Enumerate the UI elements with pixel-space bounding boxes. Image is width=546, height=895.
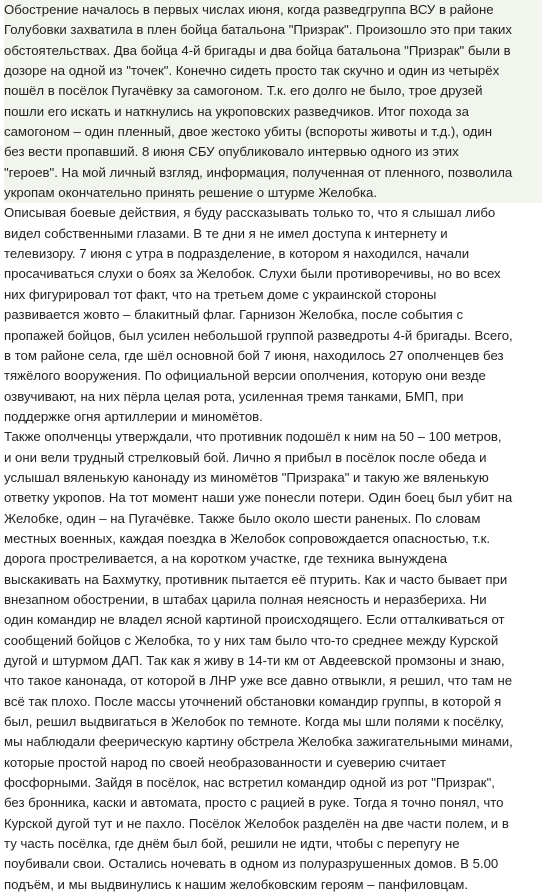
text-line: и они вели трудный стрелковый бой. Лично я прибыл в посёлок после обеда и [4,449,487,465]
paragraph-2 [4,203,542,427]
text-line: видел собственными глазами. В те дни я не имел доступа к интернету и [4,225,448,241]
text-line: развивается жовто – блакитный флаг. Гарнизон Желобка, после события с [4,307,464,323]
text-line: тяжёлого вооружения. По официальной версии ополчения, которую они везде [4,368,486,384]
text-line: которые простой народ по своей необразованности и суеверию считает [4,754,447,770]
text-line: ответку укропов. На тот момент наши уже понесли потери. Один боец был убит на [4,490,513,506]
text-line: Желобке, один – на Пугачёвке. Также было около шести раненых. По словам [4,510,481,526]
text-line: обстоятельствах. Два бойца 4-й бригады и два бойца батальона "Призрак" были в [4,42,511,58]
text-line: озвучивают, на них пёрла целая рота, усиленная тремя танками, БМП, при [4,388,464,404]
text-line: ту часть посёлка, где днём был бой, решили не идти, чтобы с перепугу не [4,836,460,852]
text-line: дугой и штурмом ДАП. Так как я живу в 14-ти км от Авдеевской промзоны и знаю, [4,653,505,668]
article-text [4,0,542,895]
text-line: мы наблюдали феерическую картину обстрела Желобка зажигательными минами, [4,734,513,750]
text-line: Голубовки захватила в плен бойца батальона "Призрак". Произошло это при таких [4,22,513,38]
text-line: что такое канонада, от которой в ЛНР уже все давно отвыкли, я решил, что там не [4,673,513,689]
text-line: укропам окончательно принять решение о штурме Желобка. [4,185,378,201]
text-line: фосфорными. Зайдя в посёлок, нас встретил командир одной из рот "Призрак", [4,775,495,791]
text-line: Также ополченцы утверждали, что противник подошёл к ним на 50 – 100 метров, [4,429,502,445]
text-line: местных военных, каждая поездка в Желобок сопровождается опасностью, т.к. [4,530,491,546]
text-line: подъём, и мы выдвинулись к нашим желобковским героям – панфиловцам. [4,876,469,892]
text-line: в том районе села, где шёл основной бой 7 июня, находилось 27 ополченцев без [4,347,504,363]
text-line: услышал вяленькую канонаду из миномётов "Призрака" и такую же вяленькую [4,469,489,485]
text-line: пропажей бойцов, был усилен небольшой группой разведроты 4-й бригады. Всего, [4,327,513,343]
paragraph-1 [4,0,542,203]
text-line: сообщений бойцов с Желобка, то у них там было что-то среднее между Курской [4,632,499,648]
text-line: пошли его искать и наткнулись на укроповских разведчиков. Итог похода за [4,103,469,119]
text-line: без бронника, каски и автомата, просто с рацией в руке. Тогда я точно понял, что [4,795,504,811]
text-line: без вести пропавший. 8 июня СБУ опубликовало интервью одного из этих [4,144,459,160]
text-line: пошёл в посёлок Пугачёвку за самогоном. Т.к. его долго не было, трое друзей [4,83,483,99]
text-line: дорога простреливается, а на коротком участке, где техника вынуждена [4,551,448,567]
text-line: один командир не владел ясной картиной происходящего. Если отталкиваться от [4,612,505,628]
text-line: Курской дугой тут и не пахло. Посёлок Желобок разделён на две части полем, и в [4,815,509,831]
text-line: поддержке огня артиллерии и миномётов. [4,408,263,424]
text-line: самогоном – один пленный, двое жестоко убиты (вспороты животы и т.д.), один [4,124,492,140]
text-line: Описывая боевые действия, я буду рассказывать только то, что я слышал либо [4,205,496,221]
text-line: телевизору. 7 июня с утра в подразделение, в котором я находился, начали [4,246,470,262]
text-line: них фигурировал тот факт, что на третьем доме с украинской стороны [4,286,437,302]
paragraph-3 [4,427,542,895]
text-line: внезапном обострении, в штабах царила полная неясность и неразбериха. Ни [4,591,487,607]
text-line: Обострение началось в первых числах июня, когда разведгруппа ВСУ в районе [4,2,494,17]
text-line: "героев". На мой личный взгляд, информация, полученная от пленного, позволила [4,164,513,180]
text-line: выскакивать на Бахмутку, противник пытается её птурить. Как и часто бывает при [4,571,508,587]
text-line: всё так плохо. После массы уточнений обстановки командир группы, в которой я [4,693,502,709]
text-line: был, решил выдвигаться в Желобок по темноте. Когда мы шли полями к посёлку, [4,714,504,730]
text-line: поубивали свои. Остались ночевать в одном из полуразрушенных домов. В 5.00 [4,856,499,872]
text-line: дозоре на одной из "точек". Конечно сидеть просто так скучно и один из четырёх [4,63,500,79]
text-line: просачиваться слухи о боях за Желобок. Слухи были противоречивы, но во всех [4,266,501,282]
